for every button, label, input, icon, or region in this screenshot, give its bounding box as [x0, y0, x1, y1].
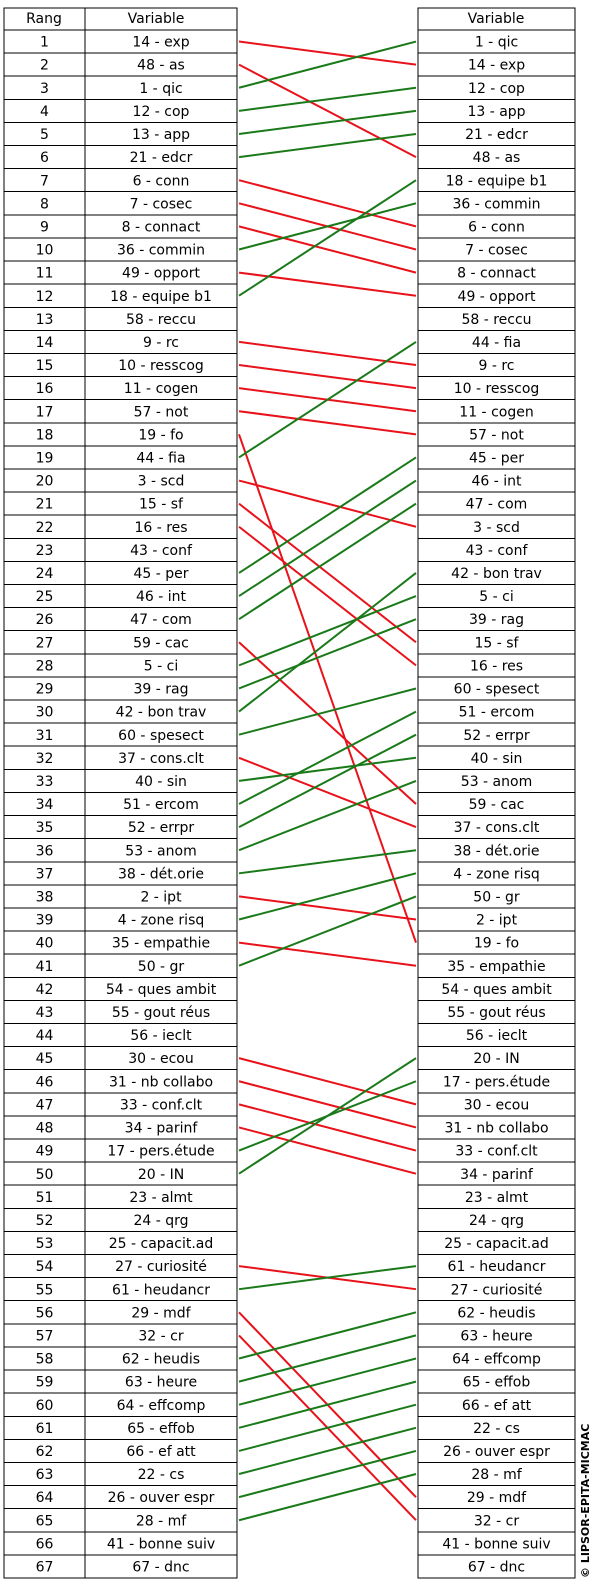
- rank-down-line: [239, 411, 416, 434]
- right-variable-cell: 20 - IN: [473, 1051, 520, 1068]
- rank-cell: 21: [35, 496, 54, 513]
- rank-down-line: [239, 504, 416, 643]
- left-variable-cell: 49 - opport: [122, 265, 200, 282]
- left-variable-cell: 59 - cac: [133, 635, 189, 652]
- left-variable-cell: 51 - ercom: [123, 797, 199, 814]
- rank-header: Rang: [26, 11, 62, 27]
- right-variable-cell: 13 - app: [467, 103, 526, 120]
- right-variable-cell: 66 - ef att: [461, 1397, 532, 1414]
- right-variable-cell: 12 - cop: [468, 80, 525, 97]
- rank-up-line: [239, 1359, 416, 1405]
- rank-up-line: [239, 111, 416, 134]
- left-variable-cell: 12 - cop: [132, 103, 190, 120]
- rank-down-line: [239, 896, 416, 919]
- rank-cell: 7: [40, 173, 49, 190]
- left-variable-cell: 13 - app: [131, 127, 191, 144]
- rank-cell: 39: [35, 912, 54, 929]
- right-variable-cell: 50 - gr: [473, 889, 520, 906]
- table-headers: [26, 11, 524, 27]
- rank-cell: 25: [35, 589, 54, 606]
- right-variable-cell: 23 - almt: [464, 1189, 529, 1206]
- right-variable-cell: 10 - resscog: [453, 381, 540, 398]
- left-variable-cell: 14 - exp: [132, 34, 190, 51]
- rank-up-line: [239, 781, 416, 850]
- right-variable-cell: 14 - exp: [467, 57, 526, 74]
- right-variable-cell: 42 - bon trav: [451, 566, 542, 583]
- rank-cell: 64: [35, 1490, 54, 1507]
- rank-up-line: [239, 596, 416, 665]
- left-variable-cell: 64 - effcomp: [116, 1397, 206, 1414]
- right-variable-cell: 51 - ercom: [458, 704, 535, 721]
- rank-cell: 41: [35, 958, 54, 975]
- rank-down-line: [239, 1127, 416, 1173]
- rank-change-lines: [239, 42, 416, 1521]
- left-variable-cell: 58 - reccu: [125, 311, 197, 328]
- right-variable-cell: 38 - dét.orie: [453, 843, 540, 860]
- left-variable-cell: 7 - cosec: [129, 196, 193, 213]
- rank-cell: 23: [35, 542, 54, 559]
- right-variable-cell: 44 - fia: [471, 334, 522, 351]
- right-variable-header: Variable: [467, 11, 525, 27]
- right-variable-cell: 57 - not: [469, 427, 524, 444]
- rank-up-line: [239, 180, 416, 296]
- left-variable-cell: 54 - ques ambit: [105, 981, 217, 998]
- left-variable-cell: 53 - anom: [125, 843, 197, 860]
- rank-cell: 24: [35, 566, 54, 583]
- left-variable-cell: 22 - cs: [137, 1467, 185, 1484]
- left-variable-cell: 56 - ieclt: [130, 1028, 192, 1045]
- rank-down-line: [239, 65, 416, 157]
- rank-down-line: [239, 642, 416, 804]
- rank-cell: 14: [35, 334, 54, 351]
- rank-down-line: [239, 180, 416, 226]
- rank-down-line: [239, 1058, 416, 1104]
- left-variable-cell: 45 - per: [133, 566, 189, 583]
- left-variable-cell: 65 - effob: [127, 1420, 195, 1437]
- left-variable-cell: 24 - qrg: [133, 1212, 189, 1229]
- right-variable-cell: 2 - ipt: [475, 912, 518, 929]
- left-variable-cell: 46 - int: [135, 589, 187, 606]
- right-variable-cell: 46 - int: [471, 473, 522, 490]
- left-variable-cell: 19 - fo: [138, 427, 184, 444]
- right-variable-cell: 63 - heure: [460, 1328, 533, 1345]
- left-variable-cell: 3 - scd: [137, 473, 185, 490]
- left-variable-cell: 34 - parinf: [124, 1120, 198, 1137]
- rank-up-line: [239, 88, 416, 111]
- left-variable-cell: 39 - rag: [133, 681, 189, 698]
- left-variable-cell: 47 - com: [130, 612, 192, 629]
- rank-up-line: [239, 1312, 416, 1358]
- rank-cell: 16: [35, 381, 54, 398]
- left-variable-cell: 42 - bon trav: [115, 704, 207, 721]
- rank-cell: 60: [35, 1397, 54, 1414]
- right-variable-cell: 61 - heudancr: [447, 1259, 546, 1276]
- right-variable-cell: 64 - effcomp: [452, 1351, 541, 1368]
- right-variable-cell: 35 - empathie: [447, 958, 546, 975]
- left-variable-cell: 16 - res: [134, 519, 188, 536]
- rank-cell: 61: [35, 1420, 54, 1437]
- right-variable-cell: 41 - bonne suiv: [442, 1536, 551, 1553]
- rank-up-line: [239, 1428, 416, 1474]
- left-variable-cell: 28 - mf: [135, 1513, 187, 1530]
- rank-down-line: [239, 342, 416, 365]
- rank-up-line: [239, 134, 416, 157]
- right-variable-cell: 16 - res: [469, 658, 524, 675]
- rank-cell: 8: [40, 196, 49, 213]
- rank-cell: 31: [35, 727, 54, 744]
- right-variable-cell: 19 - fo: [473, 935, 520, 952]
- left-variable-cell: 37 - cons.clt: [118, 750, 204, 767]
- rank-up-line: [239, 504, 416, 620]
- rank-cell: 15: [35, 358, 54, 375]
- right-variable-cell: 39 - rag: [469, 612, 524, 629]
- right-variable-cell: 5 - ci: [479, 589, 514, 606]
- rank-cell: 18: [35, 427, 54, 444]
- left-variable-cell: 44 - fia: [136, 450, 186, 467]
- right-variable-cell: 31 - nb collabo: [444, 1120, 549, 1137]
- left-variable-cell: 55 - gout réus: [111, 1005, 211, 1022]
- right-variable-cell: 58 - reccu: [461, 311, 532, 328]
- rank-cell: 6: [40, 150, 49, 167]
- rank-cell: 9: [40, 219, 49, 236]
- left-variable-cell: 29 - mdf: [131, 1305, 191, 1322]
- rank-down-line: [239, 758, 416, 827]
- rank-up-line: [239, 42, 416, 88]
- rank-cell: 65: [35, 1513, 54, 1530]
- rank-cell: 47: [35, 1097, 54, 1114]
- right-variable-cell: 25 - capacit.ad: [444, 1236, 549, 1253]
- rank-down-line: [239, 365, 416, 388]
- right-variable-cell: 32 - cr: [473, 1513, 520, 1530]
- rank-cell: 29: [35, 681, 54, 698]
- right-variable-cell: 43 - conf: [465, 542, 528, 559]
- left-variable-cell: 57 - not: [133, 404, 189, 421]
- rank-cell: 62: [35, 1444, 54, 1461]
- rank-cell: 34: [35, 797, 54, 814]
- left-variable-cell: 62 - heudis: [121, 1351, 201, 1368]
- left-variable-cell: 21 - edcr: [129, 150, 193, 167]
- right-variable-cell: 9 - rc: [478, 358, 515, 375]
- rank-cell: 5: [40, 127, 49, 144]
- rank-down-line: [239, 1104, 416, 1150]
- rank-cell: 4: [40, 103, 49, 120]
- rank-cell: 35: [35, 820, 54, 837]
- rank-cell: 52: [35, 1212, 54, 1229]
- right-variable-cell: 11 - cogen: [459, 404, 534, 421]
- right-variable-cell: 47 - com: [465, 496, 528, 513]
- left-variable-cell: 38 - dét.orie: [117, 866, 205, 883]
- rank-up-line: [239, 1451, 416, 1497]
- right-variable-cell: 54 - ques ambit: [441, 981, 552, 998]
- rank-down-line: [239, 434, 416, 942]
- rank-down-line: [239, 42, 416, 65]
- right-variable-cell: 17 - pers.étude: [442, 1074, 551, 1091]
- left-variable-header: Variable: [127, 11, 185, 27]
- rank-cell: 30: [35, 704, 54, 721]
- right-variable-cell: 26 - ouver espr: [443, 1444, 550, 1461]
- rank-cell: 3: [40, 80, 49, 97]
- right-variable-cell: 4 - zone risq: [453, 866, 540, 883]
- right-variable-cell: 3 - scd: [473, 519, 520, 536]
- left-variable-cell: 6 - conn: [132, 173, 190, 190]
- rank-cell: 54: [35, 1259, 54, 1276]
- right-variable-cell: 33 - conf.clt: [455, 1143, 538, 1160]
- left-variable-cell: 67 - dnc: [132, 1559, 190, 1576]
- left-variable-cell: 63 - heure: [124, 1374, 198, 1391]
- right-variable-cell: 45 - per: [468, 450, 525, 467]
- right-variable-cell: 22 - cs: [473, 1420, 520, 1437]
- left-variable-cell: 2 - ipt: [140, 889, 182, 906]
- rank-up-line: [239, 1474, 416, 1520]
- rank-cell: 12: [35, 288, 54, 305]
- rank-cell: 11: [35, 265, 54, 282]
- rank-cell: 36: [35, 843, 54, 860]
- rank-cell: 33: [35, 773, 54, 790]
- left-variable-cell: 9 - rc: [142, 334, 180, 351]
- right-variable-cell: 49 - opport: [457, 288, 536, 305]
- left-variable-cell: 52 - errpr: [127, 820, 195, 837]
- rank-cell: 1: [40, 34, 49, 51]
- rank-up-line: [239, 342, 416, 458]
- right-variable-cell: 1 - qic: [474, 34, 519, 51]
- left-variable-cell: 5 - ci: [143, 658, 179, 675]
- right-variable-column: [441, 35, 552, 1576]
- left-variable-cell: 48 - as: [137, 57, 185, 74]
- rank-column: [36, 35, 54, 1576]
- right-variable-cell: 21 - edcr: [465, 127, 528, 144]
- rank-cell: 38: [35, 889, 54, 906]
- rank-up-line: [239, 688, 416, 734]
- rank-down-line: [239, 1081, 416, 1127]
- left-variable-cell: 23 - almt: [129, 1189, 193, 1206]
- rank-cell: 57: [35, 1328, 54, 1345]
- copyright-watermark: © LIPSOR-EPITA-MICMAC: [579, 1423, 592, 1578]
- right-variable-cell: 7 - cosec: [465, 242, 528, 259]
- left-variable-cell: 40 - sin: [135, 773, 187, 790]
- right-variable-cell: 15 - sf: [474, 635, 519, 652]
- rank-down-line: [239, 226, 416, 272]
- rank-cell: 67: [35, 1559, 54, 1576]
- rank-up-line: [239, 758, 416, 781]
- right-variable-cell: 18 - equipe b1: [445, 173, 548, 190]
- rank-cell: 48: [35, 1120, 54, 1137]
- right-variable-cell: 52 - errpr: [463, 727, 530, 744]
- rank-up-line: [239, 457, 416, 573]
- right-variable-cell: 8 - connact: [457, 265, 536, 282]
- left-variable-cell: 31 - nb collabo: [108, 1074, 214, 1091]
- rank-cell: 45: [35, 1051, 54, 1068]
- right-variable-cell: 56 - ieclt: [465, 1028, 528, 1045]
- left-variable-cell: 25 - capacit.ad: [108, 1236, 214, 1253]
- rank-cell: 17: [35, 404, 54, 421]
- right-variable-cell: 27 - curiosité: [450, 1282, 543, 1299]
- rank-cell: 55: [35, 1282, 54, 1299]
- right-variable-cell: 40 - sin: [470, 750, 523, 767]
- rank-up-line: [239, 481, 416, 597]
- rank-up-line: [239, 896, 416, 965]
- rank-cell: 26: [35, 612, 54, 629]
- right-variable-cell: 48 - as: [472, 150, 521, 167]
- right-variable-cell: 60 - spesect: [453, 681, 540, 698]
- left-variable-cell: 50 - gr: [137, 958, 185, 975]
- left-variable-cell: 27 - curiosité: [115, 1259, 207, 1276]
- rank-cell: 40: [35, 935, 54, 952]
- left-variable-cell: 43 - conf: [130, 542, 192, 559]
- right-variable-cell: 36 - commin: [452, 196, 541, 213]
- rank-cell: 10: [35, 242, 54, 259]
- left-variable-cell: 66 - ef att: [126, 1444, 196, 1461]
- rank-cell: 49: [35, 1143, 54, 1160]
- left-variable-cell: 26 - ouver espr: [107, 1490, 215, 1507]
- rank-up-line: [239, 1058, 416, 1174]
- left-variable-cell: 11 - cogen: [123, 381, 199, 398]
- rank-cell: 53: [35, 1236, 54, 1253]
- rank-cell: 46: [35, 1074, 54, 1091]
- rank-cell: 63: [35, 1467, 54, 1484]
- left-variable-cell: 32 - cr: [138, 1328, 184, 1345]
- rank-cell: 27: [35, 635, 54, 652]
- rank-cell: 37: [35, 866, 54, 883]
- rank-up-line: [239, 850, 416, 873]
- right-variable-cell: 55 - gout réus: [447, 1005, 546, 1022]
- rank-up-line: [239, 712, 416, 804]
- rank-cell: 20: [35, 473, 54, 490]
- right-variable-cell: 67 - dnc: [467, 1559, 526, 1576]
- rank-cell: 66: [35, 1536, 54, 1553]
- left-variable-cell: 15 - sf: [139, 496, 183, 513]
- rank-cell: 2: [40, 57, 49, 74]
- rank-down-line: [239, 527, 416, 666]
- rank-cell: 50: [35, 1166, 54, 1183]
- rank-cell: 32: [35, 750, 54, 767]
- right-variable-cell: 37 - cons.clt: [453, 820, 540, 837]
- rank-cell: 51: [35, 1189, 54, 1206]
- rank-cell: 44: [35, 1028, 54, 1045]
- left-variable-cell: 18 - equipe b1: [110, 288, 212, 305]
- right-variable-cell: 28 - mf: [471, 1467, 522, 1484]
- right-variable-cell: 30 - ecou: [463, 1097, 530, 1114]
- right-variable-cell: 62 - heudis: [457, 1305, 536, 1322]
- right-variable-cell: 65 - effob: [462, 1374, 531, 1391]
- rank-up-line: [239, 1335, 416, 1381]
- left-variable-cell: 61 - heudancr: [112, 1282, 210, 1299]
- rank-cell: 59: [35, 1374, 54, 1391]
- left-variable-cell: 4 - zone risq: [117, 912, 205, 929]
- rank-cell: 56: [35, 1305, 54, 1322]
- rank-up-line: [239, 619, 416, 688]
- rank-down-line: [239, 943, 416, 966]
- left-variable-cell: 33 - conf.clt: [119, 1097, 203, 1114]
- rank-up-line: [239, 873, 416, 919]
- rank-down-line: [239, 273, 416, 296]
- right-variable-cell: 53 - anom: [460, 773, 533, 790]
- left-variable-cell: 8 - connact: [121, 219, 201, 236]
- rank-cell: 13: [35, 311, 54, 328]
- left-variable-cell: 20 - IN: [137, 1166, 185, 1183]
- left-variable-cell: 35 - empathie: [111, 935, 211, 952]
- right-variable-cell: 6 - conn: [468, 219, 525, 236]
- left-variable-cell: 17 - pers.étude: [107, 1143, 215, 1160]
- right-variable-cell: 34 - parinf: [460, 1166, 533, 1183]
- rank-up-line: [239, 1405, 416, 1451]
- right-variable-cell: 59 - cac: [468, 797, 525, 814]
- rank-cell: 28: [35, 658, 54, 675]
- left-variable-cell: 1 - qic: [139, 80, 183, 97]
- rank-cell: 42: [35, 981, 54, 998]
- left-variable-cell: 60 - spesect: [118, 727, 204, 744]
- rank-cell: 58: [35, 1351, 54, 1368]
- left-variable-cell: 36 - commin: [116, 242, 206, 259]
- right-variable-cell: 29 - mdf: [466, 1490, 527, 1507]
- left-variable-cell: 41 - bonne suiv: [106, 1536, 216, 1553]
- rank-up-line: [239, 1382, 416, 1428]
- rank-cell: 22: [35, 519, 54, 536]
- left-variable-cell: 10 - resscog: [118, 358, 204, 375]
- left-variable-column: [106, 35, 217, 1576]
- right-variable-cell: 24 - qrg: [468, 1212, 525, 1229]
- rank-cell: 43: [35, 1005, 54, 1022]
- left-variable-cell: 30 - ecou: [128, 1051, 194, 1068]
- rank-cell: 19: [35, 450, 54, 467]
